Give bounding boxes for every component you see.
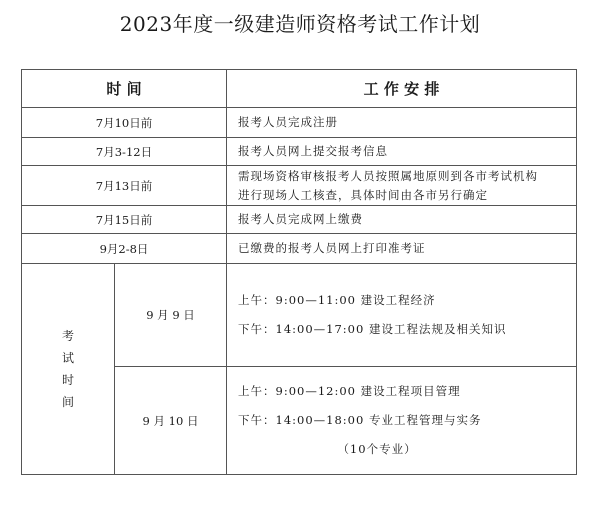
row-date: 7月10日前 — [22, 108, 227, 138]
row-date: 7月15日前 — [22, 206, 227, 234]
exam-subjects — [227, 367, 577, 475]
task-line: 进行现场人工核查，具体时间由各市另行确定 — [238, 187, 489, 202]
table-row — [22, 166, 577, 206]
row-date: 9月2-8日 — [22, 234, 227, 264]
row-task: 已缴费的报考人员网上打印准考证 — [227, 234, 577, 264]
task-line: 需现场资格审核报考人员按照属地原则到各市考试机构 — [238, 168, 539, 183]
row-task: 报考人员网上提交报考信息 — [227, 138, 577, 166]
exam-date: 9 月 10 日 — [115, 367, 227, 475]
exam-subject-line: 下午：14:00—18:00 专业工程管理与实务 — [238, 413, 482, 427]
exam-label-char: 时 — [61, 373, 74, 387]
table-row — [22, 206, 577, 234]
header-time: 时 间 — [22, 70, 227, 108]
exam-label-char: 间 — [61, 395, 74, 409]
exam-time-label — [22, 264, 115, 475]
table-header-row — [22, 70, 577, 108]
row-task — [227, 166, 577, 206]
row-date: 7月3-12日 — [22, 138, 227, 166]
header-work: 工 作 安 排 — [227, 70, 577, 108]
table-row — [22, 234, 577, 264]
schedule-table — [21, 69, 577, 475]
page-title: 2023年度一级建造师资格考试工作计划 — [119, 12, 481, 36]
exam-label-char: 试 — [61, 351, 74, 365]
exam-subject-line: 上午：9:00—12:00 建设工程项目管理 — [238, 384, 461, 398]
table-row — [22, 138, 577, 166]
row-task: 报考人员完成网上缴费 — [227, 206, 577, 234]
exam-row — [22, 264, 577, 367]
exam-subjects — [227, 264, 577, 367]
row-date: 7月13日前 — [22, 166, 227, 206]
exam-note: （10个专业） — [337, 442, 417, 456]
row-task: 报考人员完成注册 — [227, 108, 577, 138]
table-row — [22, 108, 577, 138]
exam-subject-line: 上午：9:00—11:00 建设工程经济 — [238, 293, 436, 307]
exam-date: 9 月 9 日 — [115, 264, 227, 367]
exam-subject-line: 下午：14:00—17:00 建设工程法规及相关知识 — [238, 322, 507, 336]
exam-label-char: 考 — [61, 329, 74, 343]
